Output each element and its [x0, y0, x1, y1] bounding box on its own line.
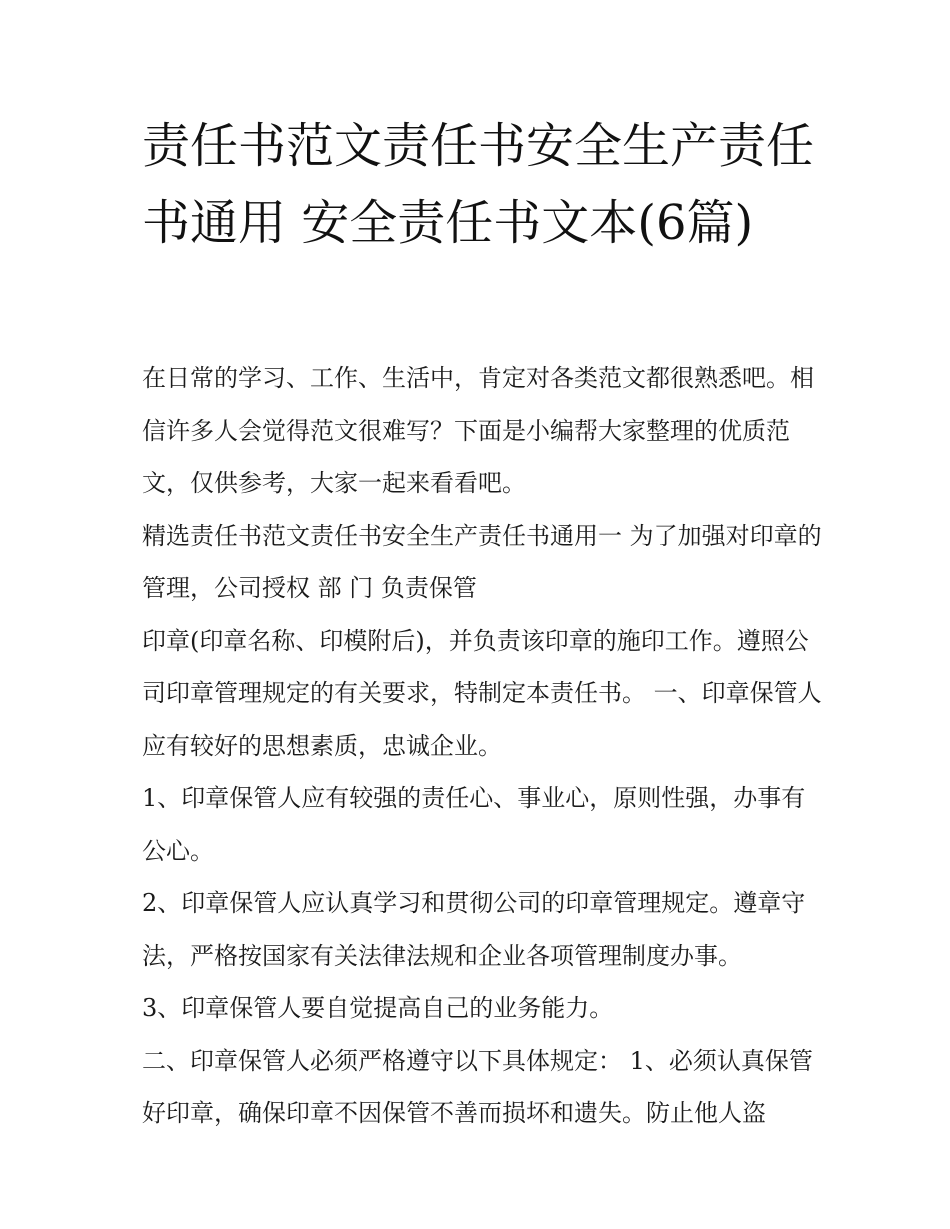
paragraph-seal-duty: 印章(印章名称、印模附后)，并负责该印章的施印工作。遵照公司印章管理规定的有关要求，特制定本责任书。 一、印章保管人应有较好的思想素质，忠诚企业。 — [142, 626, 822, 760]
document-body — [142, 352, 822, 1140]
paragraph-item-3: 3、印章保管人要自觉提高自己的业务能力。 — [142, 994, 614, 1022]
paragraph-item-2: 2、印章保管人应认真学习和贯彻公司的印章管理规定。遵章守法，严格按国家有关法律法规和企业各项管理制度办事。 — [142, 889, 806, 970]
document-title: 责任书范文责任书安全生产责任书通用 安全责任书文本(6篇) — [142, 118, 815, 251]
paragraph-section-one-start: 精选责任书范文责任书安全生产责任书通用一 为了加强对印章的管理，公司授权 部 门 负责保管 — [142, 521, 822, 602]
paragraph-section-two: 二、印章保管人必须严格遵守以下具体规定： 1、必须认真保管好印章，确保印章不因保管不善而损坏和遗失。防止他人盗 — [142, 1046, 813, 1127]
paragraph-item-1: 1、印章保管人应有较强的责任心、事业心，原则性强，办事有公心。 — [142, 784, 806, 865]
paragraph-intro: 在日常的学习、工作、生活中，肯定对各类范文都很熟悉吧。相信许多人会觉得范文很难写？下面是小编帮大家整理的优质范文，仅供参考，大家一起来看看吧。 — [142, 364, 814, 497]
